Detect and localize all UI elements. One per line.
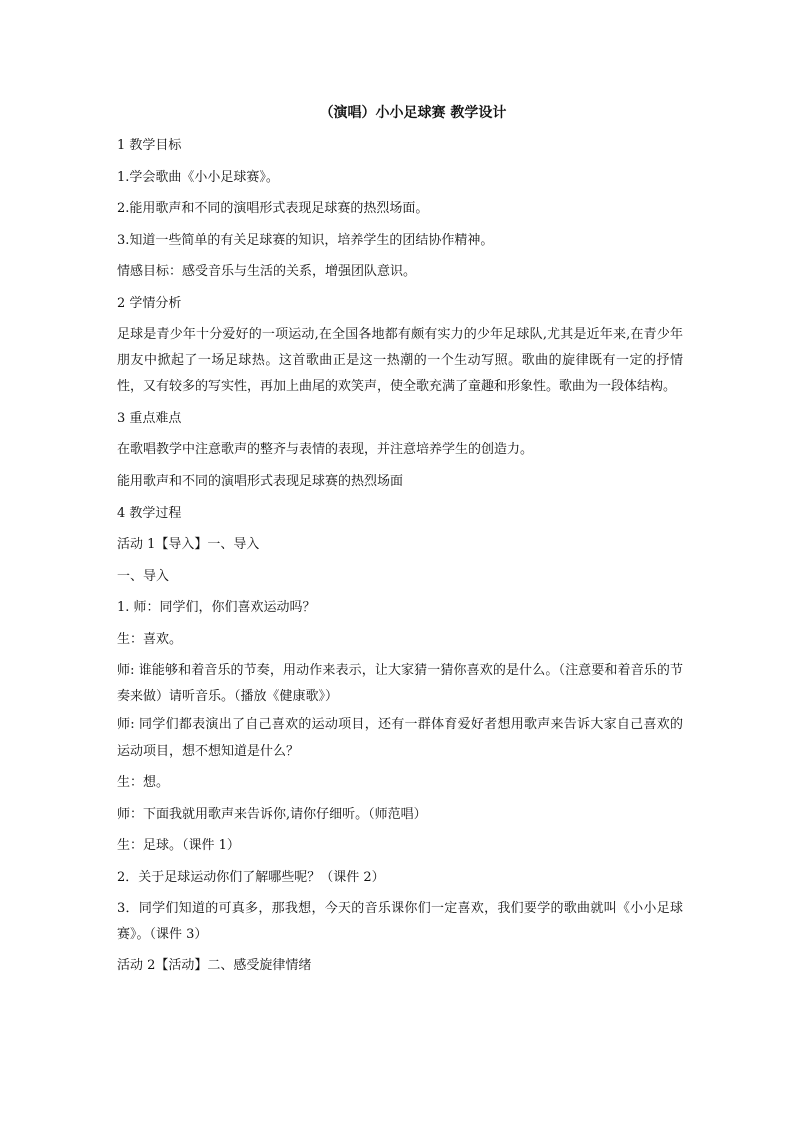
document-body [117,100,683,982]
dialogue-paragraph: 师: 同学们都表演出了自己喜欢的运动项目，还有一群体育爱好者想用歌声来告诉大家自己喜欢的运动项目，想不想知道是什么？ [117,717,683,759]
step-item: 2．关于足球运动你们了解哪些呢？（课件 2） [117,869,385,885]
objective-item: 2.能用歌声和不同的演唱形式表现足球赛的热烈场面。 [117,201,429,217]
activity-heading: 活动 2【活动】二、感受旋律情绪 [117,958,312,974]
section-heading-analysis: 2 学情分析 [117,295,182,311]
dialogue-line: 生：喜欢。 [117,631,183,647]
section-heading-process: 4 教学过程 [117,505,182,521]
analysis-paragraph: 足球是青少年十分爱好的一项运动,在全国各地都有颇有实力的少年足球队,尤其是近年来,在青少年朋友中掀起了一场足球热。这首歌曲正是这一热潮的一个生动写照。歌曲的旋律既有一定的抒情性，又有较多的写实性，再加上曲尾的欢笑声，使全歌充满了童趣和形象性。歌曲为一段体结构。 [117,326,683,395]
section-heading-objectives: 1 教学目标 [117,138,182,153]
dialogue-line: 1. 师：同学们，你们喜欢运动吗？ [117,600,316,616]
dialogue-line: 生：足球。（课件 1） [117,838,240,854]
objective-item: 1.学会歌曲《小小足球赛》。 [117,169,279,185]
section-heading-key-points: 3 重点难点 [117,410,182,426]
dialogue-line: 师：下面我就用歌声来告诉你,请你仔细听。（师范唱） [117,806,427,822]
key-point-item: 在歌唱教学中注意歌声的整齐与表情的表现，并注意培养学生的创造力。 [117,442,534,458]
dialogue-paragraph: 师: 谁能够和着音乐的节奏，用动作来表示，让大家猜一猜你喜欢的是什么。（注意要和着音乐的节奏来做）请听音乐。（播放《健康歌》） [117,662,683,704]
activity-heading: 活动 1【导入】一、导入 [117,537,260,553]
key-point-item: 能用歌声和不同的演唱形式表现足球赛的热烈场面 [117,473,404,489]
step-paragraph: 3．同学们知道的可真多，那我想，今天的音乐课你们一定喜欢，我们要学的歌曲就叫《小小足球赛》。（课件 3） [117,900,683,942]
document-title: （演唱）小小足球赛 教学设计 [319,105,507,121]
dialogue-line: 生：想。 [117,775,170,791]
emotion-objective: 情感目标：感受音乐与生活的关系，增强团队意识。 [117,264,417,280]
objective-item: 3.知道一些简单的有关足球赛的知识，培养学生的团结协作精神。 [117,232,494,248]
subsection-heading: 一、导入 [117,568,170,584]
